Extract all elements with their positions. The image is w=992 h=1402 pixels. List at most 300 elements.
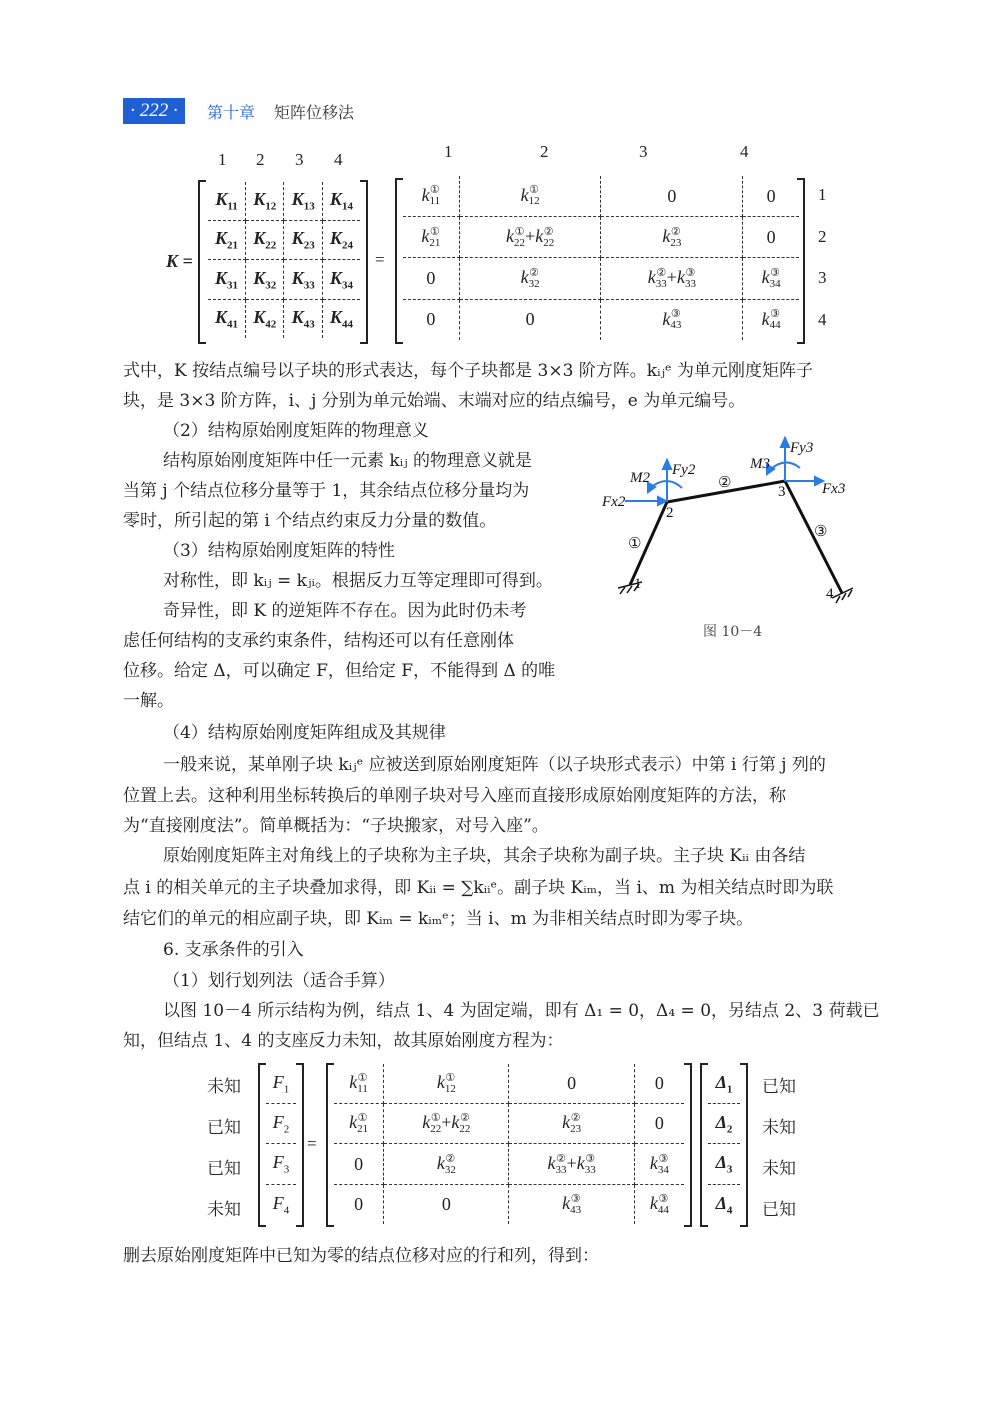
paragraph-line: 当第 j 个结点位移分量等于 1，其余结点位移分量均为 [123,481,530,501]
math-term [215,307,239,331]
status-label: 未知 [762,1118,796,1137]
superscript: ② [556,1152,566,1165]
matrix-cell [384,1144,509,1184]
subscript: 4 [726,1204,733,1217]
symbol: k [421,225,430,246]
subscript: 22 [265,240,277,253]
math-term [421,225,441,249]
matrix-cell [384,1064,509,1104]
subscript: 32 [528,278,540,291]
superscript: ③ [770,308,781,321]
symbol: k [436,1152,445,1173]
symbol: k [520,184,529,205]
symbol: k [562,1193,571,1214]
symbol: Δ [715,1071,727,1092]
symbol: F [272,1152,284,1173]
matrix-cell [266,1184,296,1224]
matrix-cell [322,299,360,338]
paragraph-line: 奇异性，即 K 的逆矩阵不存在。因为此时仍未考 [163,601,527,621]
matrix-cell [266,1104,296,1144]
subscript: 22 [514,236,526,249]
node-label-3: 3 [778,484,786,500]
symbol: k [451,1112,460,1133]
subscript: 32 [444,1163,456,1176]
plus-sign: + [566,1152,577,1173]
matrix-cell [403,217,459,258]
superscript: ② [445,1152,456,1165]
subscript: 33 [584,1163,596,1176]
matrix-cell [509,1184,634,1224]
subscript: 22 [459,1123,471,1136]
subscript: 34 [769,278,781,291]
symbol: k [576,1152,585,1173]
bracket-left [395,178,403,344]
math-term [253,189,277,213]
matrix-cell [246,299,284,338]
bracket-right [296,1063,304,1227]
symbol: K [291,267,304,288]
symbol: k [649,1193,658,1214]
subscript: 41 [227,318,239,331]
paragraph-line: 块，是 3×3 阶方阵，i、j 分别为单元始端、末端对应的结点编号，e 为单元编号。 [123,391,746,411]
paragraph-line: 位置上去。这种利用坐标转换后的单刚子块对号入座而直接形成原始刚度矩阵的方法，称 [123,786,786,806]
matrix-cell [284,299,322,338]
paragraph-line: 一解。 [123,691,174,711]
K-block-matrix [208,182,360,338]
superscript: ③ [658,1192,669,1205]
matrix-cell [403,176,459,217]
stiffness-assembly-matrix [403,176,799,340]
subscript: 22 [543,236,555,249]
paragraph-line: 6. 支承条件的引入 [163,940,304,960]
symbol: Δ [715,1192,727,1213]
column-label: 1 [444,142,453,161]
symbol: K [329,307,342,328]
math-term [715,1192,733,1217]
superscript: ③ [770,267,781,280]
superscript: ② [670,225,681,238]
paragraph-line: 零时，所引起的第 i 个结点约束反力分量的数值。 [123,511,497,531]
math-term [272,1152,290,1176]
symbol: k [562,1112,571,1133]
subscript: 34 [341,279,353,292]
paragraph-line: （3）结构原始刚度矩阵的特性 [163,541,395,561]
subscript: 11 [357,1082,368,1095]
status-label: 未知 [207,1077,241,1096]
matrix-cell [334,1064,384,1104]
matrix-cell: 0 [743,176,799,217]
matrix-cell [601,299,743,340]
subscript: 34 [657,1163,669,1176]
math-term [272,1071,290,1096]
symbol: k [520,267,529,288]
subscript: 42 [265,318,277,331]
paragraph-line: 以图 10－4 所示结构为例，结点 1、4 为固定端，即有 Δ₁ = 0，Δ₄ = 0，另结点 2、3 荷载已 [163,1001,880,1021]
matrix-row [334,1184,684,1224]
matrix-row [708,1144,740,1184]
symbol: F [272,1071,284,1092]
subscript: 2 [283,1123,290,1136]
superscript: ③ [685,267,696,280]
superscript: ② [543,225,554,238]
symbol: Δ [715,1111,727,1132]
matrix-cell [601,217,743,258]
frame-structure-figure [590,430,860,650]
matrix-row [403,258,799,299]
fixed-support-4 [832,588,853,603]
paragraph-line: 删去原始刚度矩阵中已知为零的结点位移对应的行和列，得到： [123,1246,599,1266]
matrix-cell [708,1144,740,1184]
subscript: 11 [227,200,238,213]
math-term [422,1112,442,1136]
math-term [649,1152,669,1176]
math-term [329,267,353,292]
math-term [215,228,239,253]
matrix-cell: 0 [459,299,601,340]
subscript: 14 [341,200,353,213]
matrix-cell [266,1064,296,1104]
subscript: 21 [429,236,441,249]
bracket-left [198,180,206,344]
label-Fy3: Fy3 [790,440,814,456]
matrix-cell: 0 [334,1184,384,1224]
matrix-row [334,1064,684,1104]
symbol: k [535,225,544,246]
bracket-left [258,1063,266,1227]
math-term [715,1111,733,1136]
matrix-row [708,1104,740,1144]
superscript: ② [656,267,667,280]
subscript: 23 [670,236,682,249]
matrix-cell [708,1104,740,1144]
symbol: K [329,189,342,210]
column-label: 3 [639,142,648,161]
matrix-row [266,1104,296,1144]
subscript: 31 [227,279,239,292]
superscript: ③ [670,308,681,321]
subscript: 1 [726,1083,733,1096]
math-term [349,1071,368,1095]
row-label: 2 [818,227,827,246]
matrix-cell [708,1184,740,1224]
status-label: 未知 [207,1200,241,1219]
superscript: ① [357,1071,368,1084]
displacement-vector [708,1064,740,1224]
subscript: 23 [303,240,315,253]
math-term [291,228,315,253]
subscript: 33 [555,1163,567,1176]
plus-sign: + [525,225,536,246]
math-term [676,267,696,291]
plus-sign: + [666,267,677,288]
column-label: 3 [295,150,304,169]
subscript: 24 [341,240,353,253]
matrix-cell [284,221,322,260]
symbol: K [291,307,304,328]
force-vector [266,1064,296,1224]
matrix-row [334,1144,684,1184]
status-label: 已知 [762,1077,796,1096]
matrix-cell [708,1064,740,1104]
math-term [253,307,277,331]
matrix-row [708,1184,740,1224]
matrix-row [403,176,799,217]
matrix-cell [459,258,601,299]
math-term [253,267,277,292]
subscript: 22 [430,1123,442,1136]
symbol: K [329,267,342,288]
status-label: 已知 [762,1200,796,1219]
row-label: 3 [818,268,827,287]
paragraph-line: 结它们的单元的相应副子块，即 Kᵢₘ = kᵢₘᵉ；当 i、m 为非相关结点时即为零子块。 [123,909,754,929]
symbol: K [253,228,266,249]
symbol: K [215,189,228,210]
paragraph-line: 结构原始刚度矩阵中任一元素 kᵢⱼ 的物理意义就是 [163,451,533,471]
math-term [291,267,315,292]
matrix-cell [634,1184,684,1224]
label-Fy2: Fy2 [672,462,696,478]
paragraph-line: 位移。给定 Δ，可以确定 F，但给定 F，不能得到 Δ 的唯 [123,661,556,681]
subscript: 33 [303,279,315,292]
subscript: 43 [303,318,315,331]
column-label: 1 [218,150,227,169]
column-label: 2 [540,142,549,161]
superscript: ② [459,1112,470,1125]
superscript: ③ [585,1152,596,1165]
paragraph-line: 原始刚度矩阵主对角线上的子块称为主子块，其余子块称为副子块。主子块 Kᵢᵢ 由各结 [163,846,806,866]
math-term [272,1111,290,1136]
matrix-cell [634,1144,684,1184]
math-term [562,1112,582,1136]
symbol: Δ [715,1152,727,1173]
symbol: K [291,189,304,210]
symbol: k [647,267,656,288]
paragraph-line: 为“直接刚度法”。简单概括为：“子块搬家，对号入座”。 [123,816,549,836]
status-label: 已知 [207,1159,241,1178]
bracket-right [684,1063,692,1227]
subscript: 44 [341,318,353,331]
matrix-cell [322,260,360,299]
subscript: 4 [283,1204,290,1217]
symbol: K [215,228,228,249]
paragraph-line: （1）划行划列法（适合手算） [163,971,395,991]
matrix-row [266,1064,296,1104]
matrix-cell: 0 [384,1184,509,1224]
paragraph-line: 一般来说，某单刚子块 kᵢⱼᵉ 应被送到原始刚度矩阵（以子块形式表示）中第 i 行第 j 列的 [163,755,826,775]
math-term [329,228,353,253]
math-term [761,267,781,291]
status-label: 未知 [762,1159,796,1178]
symbol: k [506,225,515,246]
paragraph-line: 对称性，即 kᵢⱼ = kⱼᵢ。根据反力互等定理即可得到。 [163,571,553,591]
math-term [520,267,540,291]
matrix-cell: 0 [403,258,459,299]
paragraph-line: 知，但结点 1、4 的支座反力未知，故其原始刚度方程为： [123,1031,564,1051]
math-term [562,1192,582,1216]
matrix-cell [266,1144,296,1184]
matrix-row [208,299,360,338]
superscript: ① [529,184,540,197]
paragraph-line: 式中，K 按结点编号以子块的形式表达，每个子块都是 3×3 阶方阵。kᵢⱼᵉ 为单元刚度矩阵子 [123,361,813,381]
matrix-cell [284,260,322,299]
superscript: ① [429,184,440,197]
matrix-row [708,1064,740,1104]
math-term [436,1152,456,1176]
symbol: K [291,228,304,249]
symbol: F [272,1192,284,1213]
math-term [329,307,353,331]
matrix-cell [208,299,246,338]
symbol: k [349,1112,358,1133]
column-label: 4 [334,150,343,169]
matrix-cell: 0 [403,299,459,340]
math-term [291,307,315,331]
matrix-cell [384,1104,509,1144]
subscript: 11 [429,195,441,208]
matrix-row [208,182,360,221]
matrix-cell [601,258,743,299]
label-Fx3: Fx3 [822,481,846,497]
symbol: k [662,308,671,329]
matrix-row [403,217,799,258]
matrix-cell [743,258,799,299]
superscript: ① [445,1071,456,1084]
matrix-cell [246,221,284,260]
original-stiffness-matrix [334,1064,684,1224]
matrix-cell [334,1104,384,1144]
page-number-badge: · 222 · [123,98,185,124]
label-M2: M2 [630,470,650,486]
label-M3: M3 [750,456,770,472]
subscript: 12 [444,1082,456,1095]
chapter-label: 第十章 [207,103,256,122]
subscript: 43 [670,319,682,332]
subscript: 3 [283,1163,290,1176]
paragraph-line: （2）结构原始刚度矩阵的物理意义 [163,421,429,441]
matrix-cell: 0 [634,1064,684,1104]
math-term [506,225,526,249]
matrix-row [266,1144,296,1184]
label-Fx2: Fx2 [602,494,626,510]
matrix-cell [459,217,601,258]
math-term [662,308,682,332]
symbol: k [349,1072,358,1093]
math-term [715,1152,733,1176]
matrix-cell [322,221,360,260]
matrix-row [208,221,360,260]
math-term [421,184,441,208]
subscript: 43 [570,1203,582,1216]
math-term [662,225,682,249]
subscript: 21 [357,1123,369,1136]
matrix-cell [743,299,799,340]
subscript: 23 [570,1123,582,1136]
symbol: K [215,267,228,288]
superscript: ② [529,267,540,280]
element-label-1: ① [628,536,642,552]
matrix-cell [509,1144,634,1184]
bracket-right [797,178,805,344]
status-label: 已知 [207,1118,241,1137]
symbol: K [253,307,266,328]
symbol: k [436,1072,445,1093]
symbol: K [329,228,342,249]
node-label-2: 2 [666,505,674,521]
paragraph-line: 点 i 的相关单元的主子块叠加求得，即 Kᵢᵢ = ∑kᵢᵢᵉ。副子块 Kᵢₘ，当 i、m 为相关结点时即为联 [123,878,834,898]
superscript: ① [514,225,525,238]
row-label: 4 [818,310,827,329]
symbol: k [421,184,430,205]
symbol: k [761,267,770,288]
math-term [520,184,540,208]
symbol: k [662,225,671,246]
math-term [215,189,238,213]
paragraph-line: 虑任何结构的支承约束条件，结构还可以有任意刚体 [123,631,514,651]
matrix-cell [208,221,246,260]
math-term [535,225,555,249]
matrix-cell: 0 [634,1104,684,1144]
math-term [215,267,239,292]
matrix-cell [322,182,360,221]
column-label: 2 [256,150,265,169]
bracket-left [326,1063,334,1227]
matrix-lhs: K = [166,251,193,271]
matrix-cell: 0 [743,217,799,258]
matrix-row [403,299,799,340]
matrix-cell [246,182,284,221]
symbol: k [676,267,685,288]
subscript: 3 [726,1163,733,1176]
matrix-cell [284,182,322,221]
math-term [329,189,353,213]
subscript: 33 [684,278,696,291]
symbol: k [761,308,770,329]
paragraph-line: （4）结构原始刚度矩阵组成及其规律 [163,723,446,743]
matrix-cell: 0 [334,1144,384,1184]
math-term [647,267,667,291]
matrix-cell [246,260,284,299]
matrix-cell: 0 [601,176,743,217]
subscript: 13 [303,200,315,213]
matrix-cell: 0 [509,1064,634,1104]
subscript: 12 [528,195,540,208]
math-term [547,1152,567,1176]
superscript: ③ [570,1192,581,1205]
symbol: K [253,267,266,288]
subscript: 12 [265,200,277,213]
subscript: 33 [655,278,667,291]
element-label-3: ③ [814,524,828,540]
math-term [451,1112,471,1136]
symbol: K [215,307,228,328]
subscript: 21 [227,240,239,253]
matrix-row [266,1184,296,1224]
plus-sign: + [441,1112,452,1133]
superscript: ① [429,225,440,238]
math-term [291,189,315,213]
matrix-cell [208,260,246,299]
node-label-1: 1 [634,576,642,592]
matrix-cell [208,182,246,221]
symbol: k [547,1152,556,1173]
math-term [715,1071,733,1096]
symbol: F [272,1111,284,1132]
superscript: ① [430,1112,441,1125]
math-term [349,1112,369,1136]
figure-caption: 图 10－4 [703,624,763,640]
bracket-left [700,1063,708,1227]
node-label-4: 4 [826,586,834,602]
